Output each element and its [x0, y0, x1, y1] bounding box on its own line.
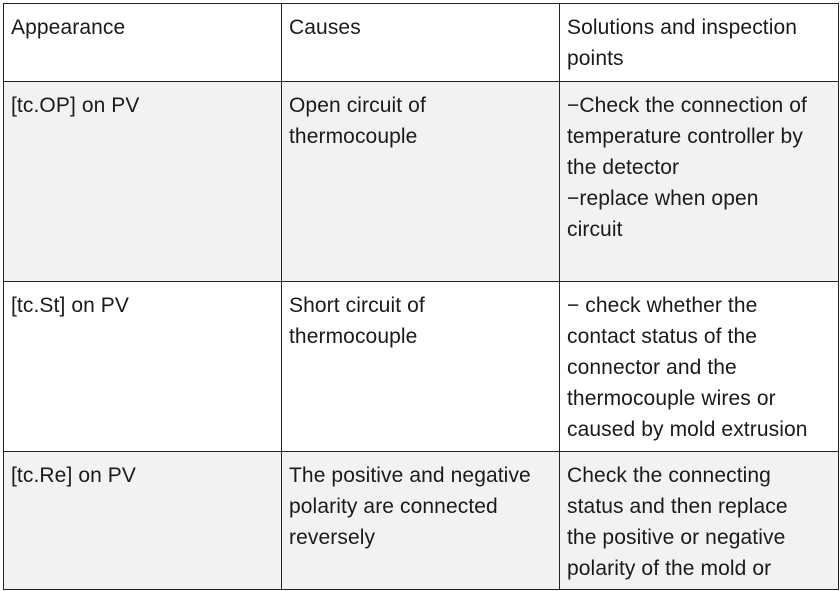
- causes-line: thermocouple: [289, 325, 418, 348]
- table-row: [4, 282, 839, 452]
- solutions-line: polarity of the mold or: [567, 557, 772, 580]
- causes-line: polarity are connected: [289, 495, 498, 518]
- header-solutions-line: Solutions and inspection: [567, 16, 798, 39]
- appearance-text: [tc.OP] on PV: [11, 94, 140, 117]
- solutions-line: the positive or negative: [567, 526, 786, 549]
- causes-line: Short circuit of: [289, 294, 425, 317]
- solutions-line: −Check the connection of: [567, 94, 807, 117]
- header-causes-label: Causes: [289, 16, 361, 39]
- solutions-line: temperature controller by: [567, 125, 803, 148]
- cell-solutions: [560, 282, 839, 452]
- header-causes: [282, 4, 560, 82]
- solutions-line: connector and the: [567, 356, 737, 379]
- causes-line: reversely: [289, 526, 376, 549]
- header-appearance-label: Appearance: [11, 16, 126, 39]
- header-solutions: [560, 4, 839, 82]
- solutions-line: Check the connecting: [567, 464, 771, 487]
- header-solutions-line: points: [567, 47, 624, 70]
- table-row: [4, 452, 839, 590]
- cell-appearance: [4, 452, 282, 590]
- solutions-line: caused by mold extrusion: [567, 418, 808, 441]
- solutions-line: status and then replace: [567, 495, 788, 518]
- cell-causes: [282, 82, 560, 282]
- header-appearance: [4, 4, 282, 82]
- solutions-line: − check whether the: [567, 294, 758, 317]
- cell-solutions: [560, 452, 839, 590]
- table-row: [4, 82, 839, 282]
- table-header-row: [4, 4, 839, 82]
- solutions-line: thermocouple wires or: [567, 387, 776, 410]
- solutions-line: contact status of the: [567, 325, 758, 348]
- appearance-text: [tc.St] on PV: [11, 294, 130, 317]
- cell-causes: [282, 452, 560, 590]
- appearance-text: [tc.Re] on PV: [11, 464, 137, 487]
- cell-causes: [282, 282, 560, 452]
- solutions-line: the detector: [567, 156, 680, 179]
- causes-line: The positive and negative: [289, 464, 531, 487]
- solutions-line: circuit: [567, 218, 623, 241]
- troubleshooting-table: [3, 3, 839, 590]
- causes-line: thermocouple: [289, 125, 418, 148]
- cell-appearance: [4, 282, 282, 452]
- cell-appearance: [4, 82, 282, 282]
- cell-solutions: [560, 82, 839, 282]
- causes-line: Open circuit of: [289, 94, 426, 117]
- solutions-line: −replace when open: [567, 187, 759, 210]
